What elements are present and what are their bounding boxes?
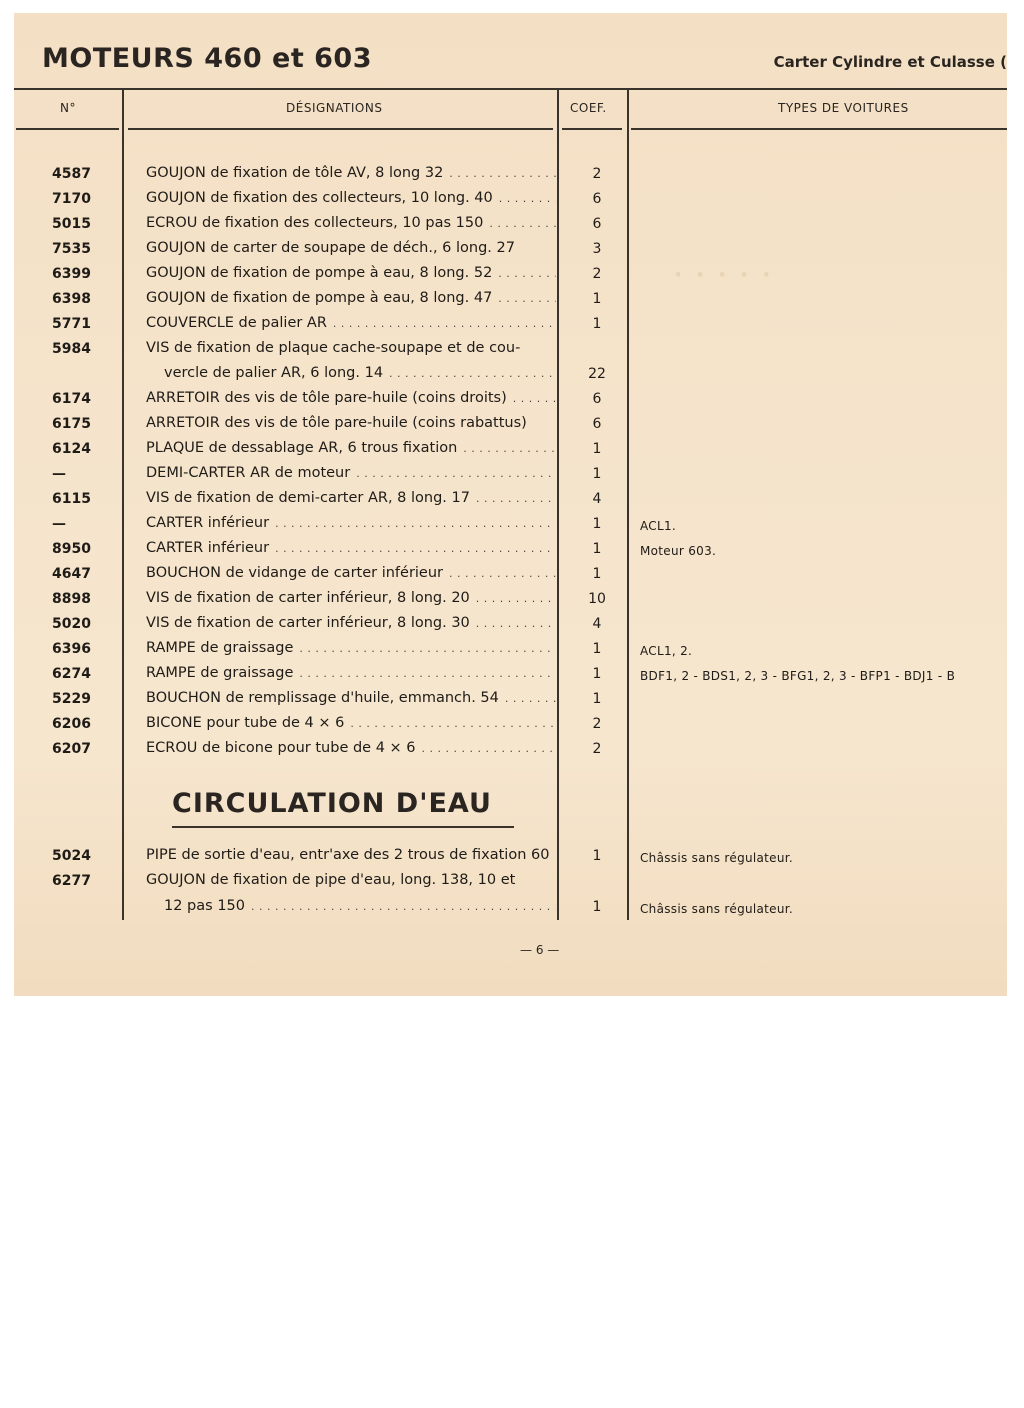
part-designation: VIS de fixation de plaque cache-soupape et de cou- — [146, 340, 521, 356]
part-number: 5771 — [52, 316, 91, 332]
part-number: 6398 — [52, 291, 91, 307]
table-row — [14, 896, 1007, 921]
part-coef: 1 — [592, 516, 602, 532]
part-designation: 12 pas 150 . . . — [164, 898, 556, 914]
part-number: — — [52, 466, 66, 482]
part-number: 7170 — [52, 191, 91, 207]
part-coef: 1 — [592, 641, 602, 657]
part-designation: VIS de fixation de carter inférieur, 8 long. 20 . . . — [146, 590, 556, 606]
part-coef: 1 — [592, 466, 602, 482]
part-number: 6206 — [52, 716, 91, 732]
catalog-page — [14, 13, 1007, 996]
column-header-rule — [128, 128, 553, 130]
vehicle-types: BDF1, 2 - BDS1, 2, 3 - BFG1, 2, 3 - BFP1 - BDJ1 - B — [640, 669, 956, 683]
part-designation: PIPE de sortie d'eau, entr'axe des 2 trous de fixation 60 — [146, 847, 550, 863]
page-number: — 6 — — [520, 943, 560, 957]
vehicle-types: Châssis sans régulateur. — [640, 902, 794, 916]
part-number: 4587 — [52, 166, 91, 182]
part-coef: 3 — [592, 241, 602, 257]
column-header-types: TYPES DE VOITURES — [778, 101, 909, 115]
part-coef: 4 — [592, 616, 602, 632]
part-designation: ECROU de bicone pour tube de 4 × 6 . . . — [146, 740, 556, 756]
column-header-rule — [16, 128, 119, 130]
table-row — [14, 263, 1007, 288]
table-row — [14, 388, 1007, 413]
table-row — [14, 870, 1007, 895]
part-designation: CARTER inférieur . . . — [146, 540, 556, 556]
part-coef: 6 — [592, 191, 602, 207]
table-row — [14, 845, 1007, 870]
part-coef: 2 — [592, 716, 602, 732]
part-coef: 6 — [592, 416, 602, 432]
part-coef: 4 — [592, 491, 602, 507]
section-title: CIRCULATION D'EAU — [172, 788, 492, 819]
part-number: 6274 — [52, 666, 91, 682]
part-designation: RAMPE de graissage . . . — [146, 640, 556, 656]
part-number: 6115 — [52, 491, 91, 507]
part-coef: 2 — [592, 741, 602, 757]
column-header-num: N° — [60, 101, 76, 115]
page-title: MOTEURS 460 et 603 — [42, 43, 372, 74]
part-number: 6124 — [52, 441, 91, 457]
column-header-rule — [562, 128, 622, 130]
vehicle-types: Châssis sans régulateur. — [640, 851, 794, 865]
part-coef: 1 — [592, 691, 602, 707]
part-designation: ECROU de fixation des collecteurs, 10 pas 150 . . . — [146, 215, 556, 231]
part-designation: BICONE pour tube de 4 × 6 . . . — [146, 715, 556, 731]
table-row — [14, 563, 1007, 588]
part-designation: GOUJON de fixation de pompe à eau, 8 long. 47 . . . — [146, 290, 556, 306]
part-number: 6207 — [52, 741, 91, 757]
part-designation: GOUJON de fixation de pompe à eau, 8 long. 52 . . . — [146, 265, 556, 281]
part-coef: 1 — [592, 848, 602, 864]
part-designation: CARTER inférieur . . . — [146, 515, 556, 531]
table-row — [14, 363, 1007, 388]
table-row — [14, 638, 1007, 663]
part-number: 6174 — [52, 391, 91, 407]
table-row — [14, 688, 1007, 713]
part-coef: 1 — [592, 566, 602, 582]
part-designation: GOUJON de fixation de pipe d'eau, long. 138, 10 et — [146, 872, 516, 888]
table-row — [14, 188, 1007, 213]
part-number: 8898 — [52, 591, 91, 607]
part-number: — — [52, 516, 66, 532]
table-row — [14, 538, 1007, 563]
part-designation: vercle de palier AR, 6 long. 14 . . . — [164, 365, 556, 381]
table-row — [14, 163, 1007, 188]
table-row — [14, 738, 1007, 763]
part-coef: 1 — [592, 666, 602, 682]
part-number: 5015 — [52, 216, 91, 232]
part-coef: 1 — [592, 541, 602, 557]
part-designation: BOUCHON de vidange de carter inférieur . . . — [146, 565, 556, 581]
part-designation: RAMPE de graissage . . . — [146, 665, 556, 681]
part-number: 5020 — [52, 616, 91, 632]
vehicle-types: ACL1, 2. — [640, 644, 693, 658]
table-row — [14, 663, 1007, 688]
part-designation: GOUJON de fixation de tôle AV, 8 long 32 . . . — [146, 165, 556, 181]
table-row — [14, 513, 1007, 538]
part-number: 5229 — [52, 691, 91, 707]
table-row — [14, 438, 1007, 463]
part-coef: 1 — [592, 316, 602, 332]
part-designation: ARRETOIR des vis de tôle pare-huile (coins rabattus) — [146, 415, 527, 431]
part-designation: GOUJON de carter de soupape de déch., 6 long. 27 — [146, 240, 515, 256]
part-designation: GOUJON de fixation des collecteurs, 10 long. 40 . . . — [146, 190, 556, 206]
part-designation: COUVERCLE de palier AR . . . — [146, 315, 556, 331]
part-designation: VIS de fixation de carter inférieur, 8 long. 30 . . . — [146, 615, 556, 631]
table-row — [14, 488, 1007, 513]
part-number: 5984 — [52, 341, 91, 357]
part-number: 5024 — [52, 848, 91, 864]
table-row — [14, 413, 1007, 438]
part-designation: BOUCHON de remplissage d'huile, emmanch. 54 . . . — [146, 690, 556, 706]
table-row — [14, 213, 1007, 238]
part-number: 8950 — [52, 541, 91, 557]
part-number: 7535 — [52, 241, 91, 257]
table-row — [14, 238, 1007, 263]
part-coef: 6 — [592, 391, 602, 407]
part-number: 6396 — [52, 641, 91, 657]
table-row — [14, 338, 1007, 363]
column-header-coef: COEF. — [570, 101, 607, 115]
vehicle-types: ACL1. — [640, 519, 677, 533]
bleed-through-shadow: · · · · · — [674, 263, 774, 288]
part-number: 4647 — [52, 566, 91, 582]
part-number: 6175 — [52, 416, 91, 432]
table-row — [14, 713, 1007, 738]
part-coef: 10 — [588, 591, 606, 607]
vehicle-types: Moteur 603. — [640, 544, 717, 558]
part-designation: VIS de fixation de demi-carter AR, 8 long. 17 . . . — [146, 490, 556, 506]
table-row — [14, 613, 1007, 638]
part-coef: 1 — [592, 899, 602, 915]
column-header-designations: DÉSIGNATIONS — [286, 101, 383, 115]
column-header-rule — [631, 128, 1007, 130]
table-row — [14, 288, 1007, 313]
part-coef: 1 — [592, 291, 602, 307]
table-row — [14, 463, 1007, 488]
part-number: 6399 — [52, 266, 91, 282]
part-number: 6277 — [52, 873, 91, 889]
part-coef: 22 — [588, 366, 606, 382]
table-row — [14, 313, 1007, 338]
part-coef: 6 — [592, 216, 602, 232]
part-coef: 1 — [592, 441, 602, 457]
table-row — [14, 588, 1007, 613]
part-designation: DEMI-CARTER AR de moteur . . . — [146, 465, 556, 481]
page-subtitle: Carter Cylindre et Culasse ( — [773, 53, 1007, 71]
part-designation: ARRETOIR des vis de tôle pare-huile (coins droits) . . . — [146, 390, 556, 406]
header-rule — [14, 88, 1007, 90]
part-designation: PLAQUE de dessablage AR, 6 trous fixation . . . — [146, 440, 556, 456]
part-coef: 2 — [592, 266, 602, 282]
section-title-underline — [172, 826, 514, 828]
part-coef: 2 — [592, 166, 602, 182]
